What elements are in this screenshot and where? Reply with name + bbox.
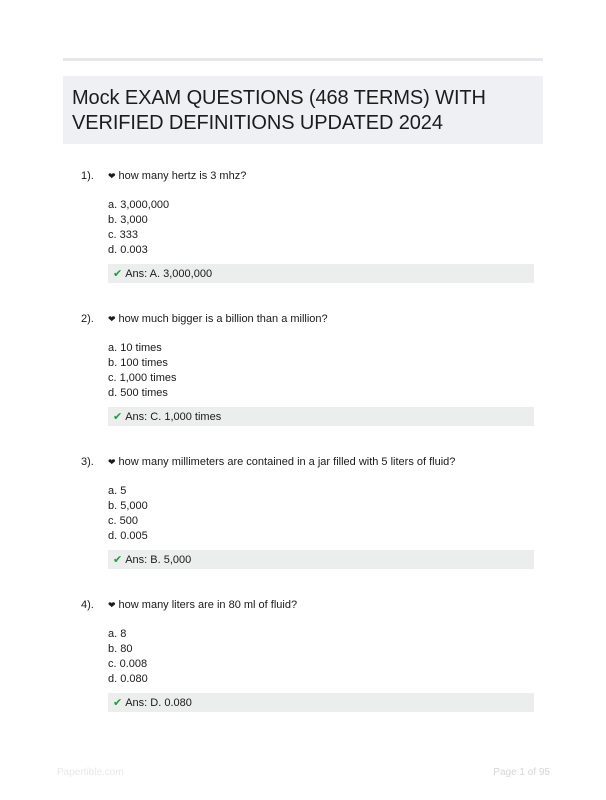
option-item: c. 0.008 xyxy=(108,658,148,670)
question-number: 1). xyxy=(81,170,94,182)
options-list xyxy=(108,341,176,401)
answer-text: Ans: C. 1,000 times xyxy=(125,411,222,423)
question-number: 4). xyxy=(81,599,94,611)
heart-icon: ❤ xyxy=(108,458,116,468)
options-list xyxy=(108,627,148,687)
options-list xyxy=(108,484,148,544)
option-item: a. 3,000,000 xyxy=(108,199,170,211)
check-icon: ✔ xyxy=(113,267,123,280)
option-item: b. 80 xyxy=(108,643,133,655)
answer-text: Ans: B. 5,000 xyxy=(125,554,192,566)
question-item xyxy=(0,598,606,738)
option-item: b. 5,000 xyxy=(108,500,148,512)
page-number: Page 1 of 95 xyxy=(493,767,550,778)
options-list xyxy=(108,198,169,258)
check-icon: ✔ xyxy=(113,553,123,566)
question-label: how many millimeters are contained in a jar filled with 5 liters of fluid? xyxy=(118,456,456,468)
check-icon: ✔ xyxy=(113,410,123,423)
heart-icon: ❤ xyxy=(108,601,116,611)
question-number: 2). xyxy=(81,313,94,325)
top-divider xyxy=(63,58,543,61)
page-title: Mock EXAM QUESTIONS (468 TERMS) WITH VERIFIED DEFINITIONS UPDATED 2024 xyxy=(72,87,486,134)
option-item: b. 3,000 xyxy=(108,214,148,226)
option-item: d. 0.005 xyxy=(108,530,148,542)
question-text xyxy=(108,312,328,327)
heart-icon: ❤ xyxy=(108,315,116,325)
answer-box xyxy=(108,693,534,712)
question-text xyxy=(108,455,455,470)
question-item xyxy=(0,169,606,309)
answer-box xyxy=(108,550,534,569)
option-item: d. 500 times xyxy=(108,387,168,399)
option-item: d. 0.080 xyxy=(108,673,148,685)
question-label: how much bigger is a billion than a million? xyxy=(118,313,328,325)
answer-box xyxy=(108,407,534,426)
option-item: c. 1,000 times xyxy=(108,372,177,384)
heart-icon: ❤ xyxy=(108,172,116,182)
question-text xyxy=(108,169,246,184)
option-item: a. 10 times xyxy=(108,342,162,354)
option-item: b. 100 times xyxy=(108,357,168,369)
title-banner xyxy=(63,76,543,144)
answer-box xyxy=(108,264,534,283)
option-item: c. 333 xyxy=(108,229,138,241)
answer-text: Ans: D. 0.080 xyxy=(125,697,192,709)
question-number: 3). xyxy=(81,456,94,468)
check-icon: ✔ xyxy=(113,696,123,709)
question-item xyxy=(0,312,606,452)
question-label: how many liters are in 80 ml of fluid? xyxy=(118,599,298,611)
question-label: how many hertz is 3 mhz? xyxy=(118,170,247,182)
question-text xyxy=(108,598,297,613)
answer-text: Ans: A. 3,000,000 xyxy=(125,268,213,280)
question-item xyxy=(0,455,606,595)
option-item: c. 500 xyxy=(108,515,138,527)
footer-watermark: Papertible.com xyxy=(57,767,124,778)
option-item: a. 8 xyxy=(108,628,127,640)
option-item: a. 5 xyxy=(108,485,127,497)
option-item: d. 0.003 xyxy=(108,244,148,256)
